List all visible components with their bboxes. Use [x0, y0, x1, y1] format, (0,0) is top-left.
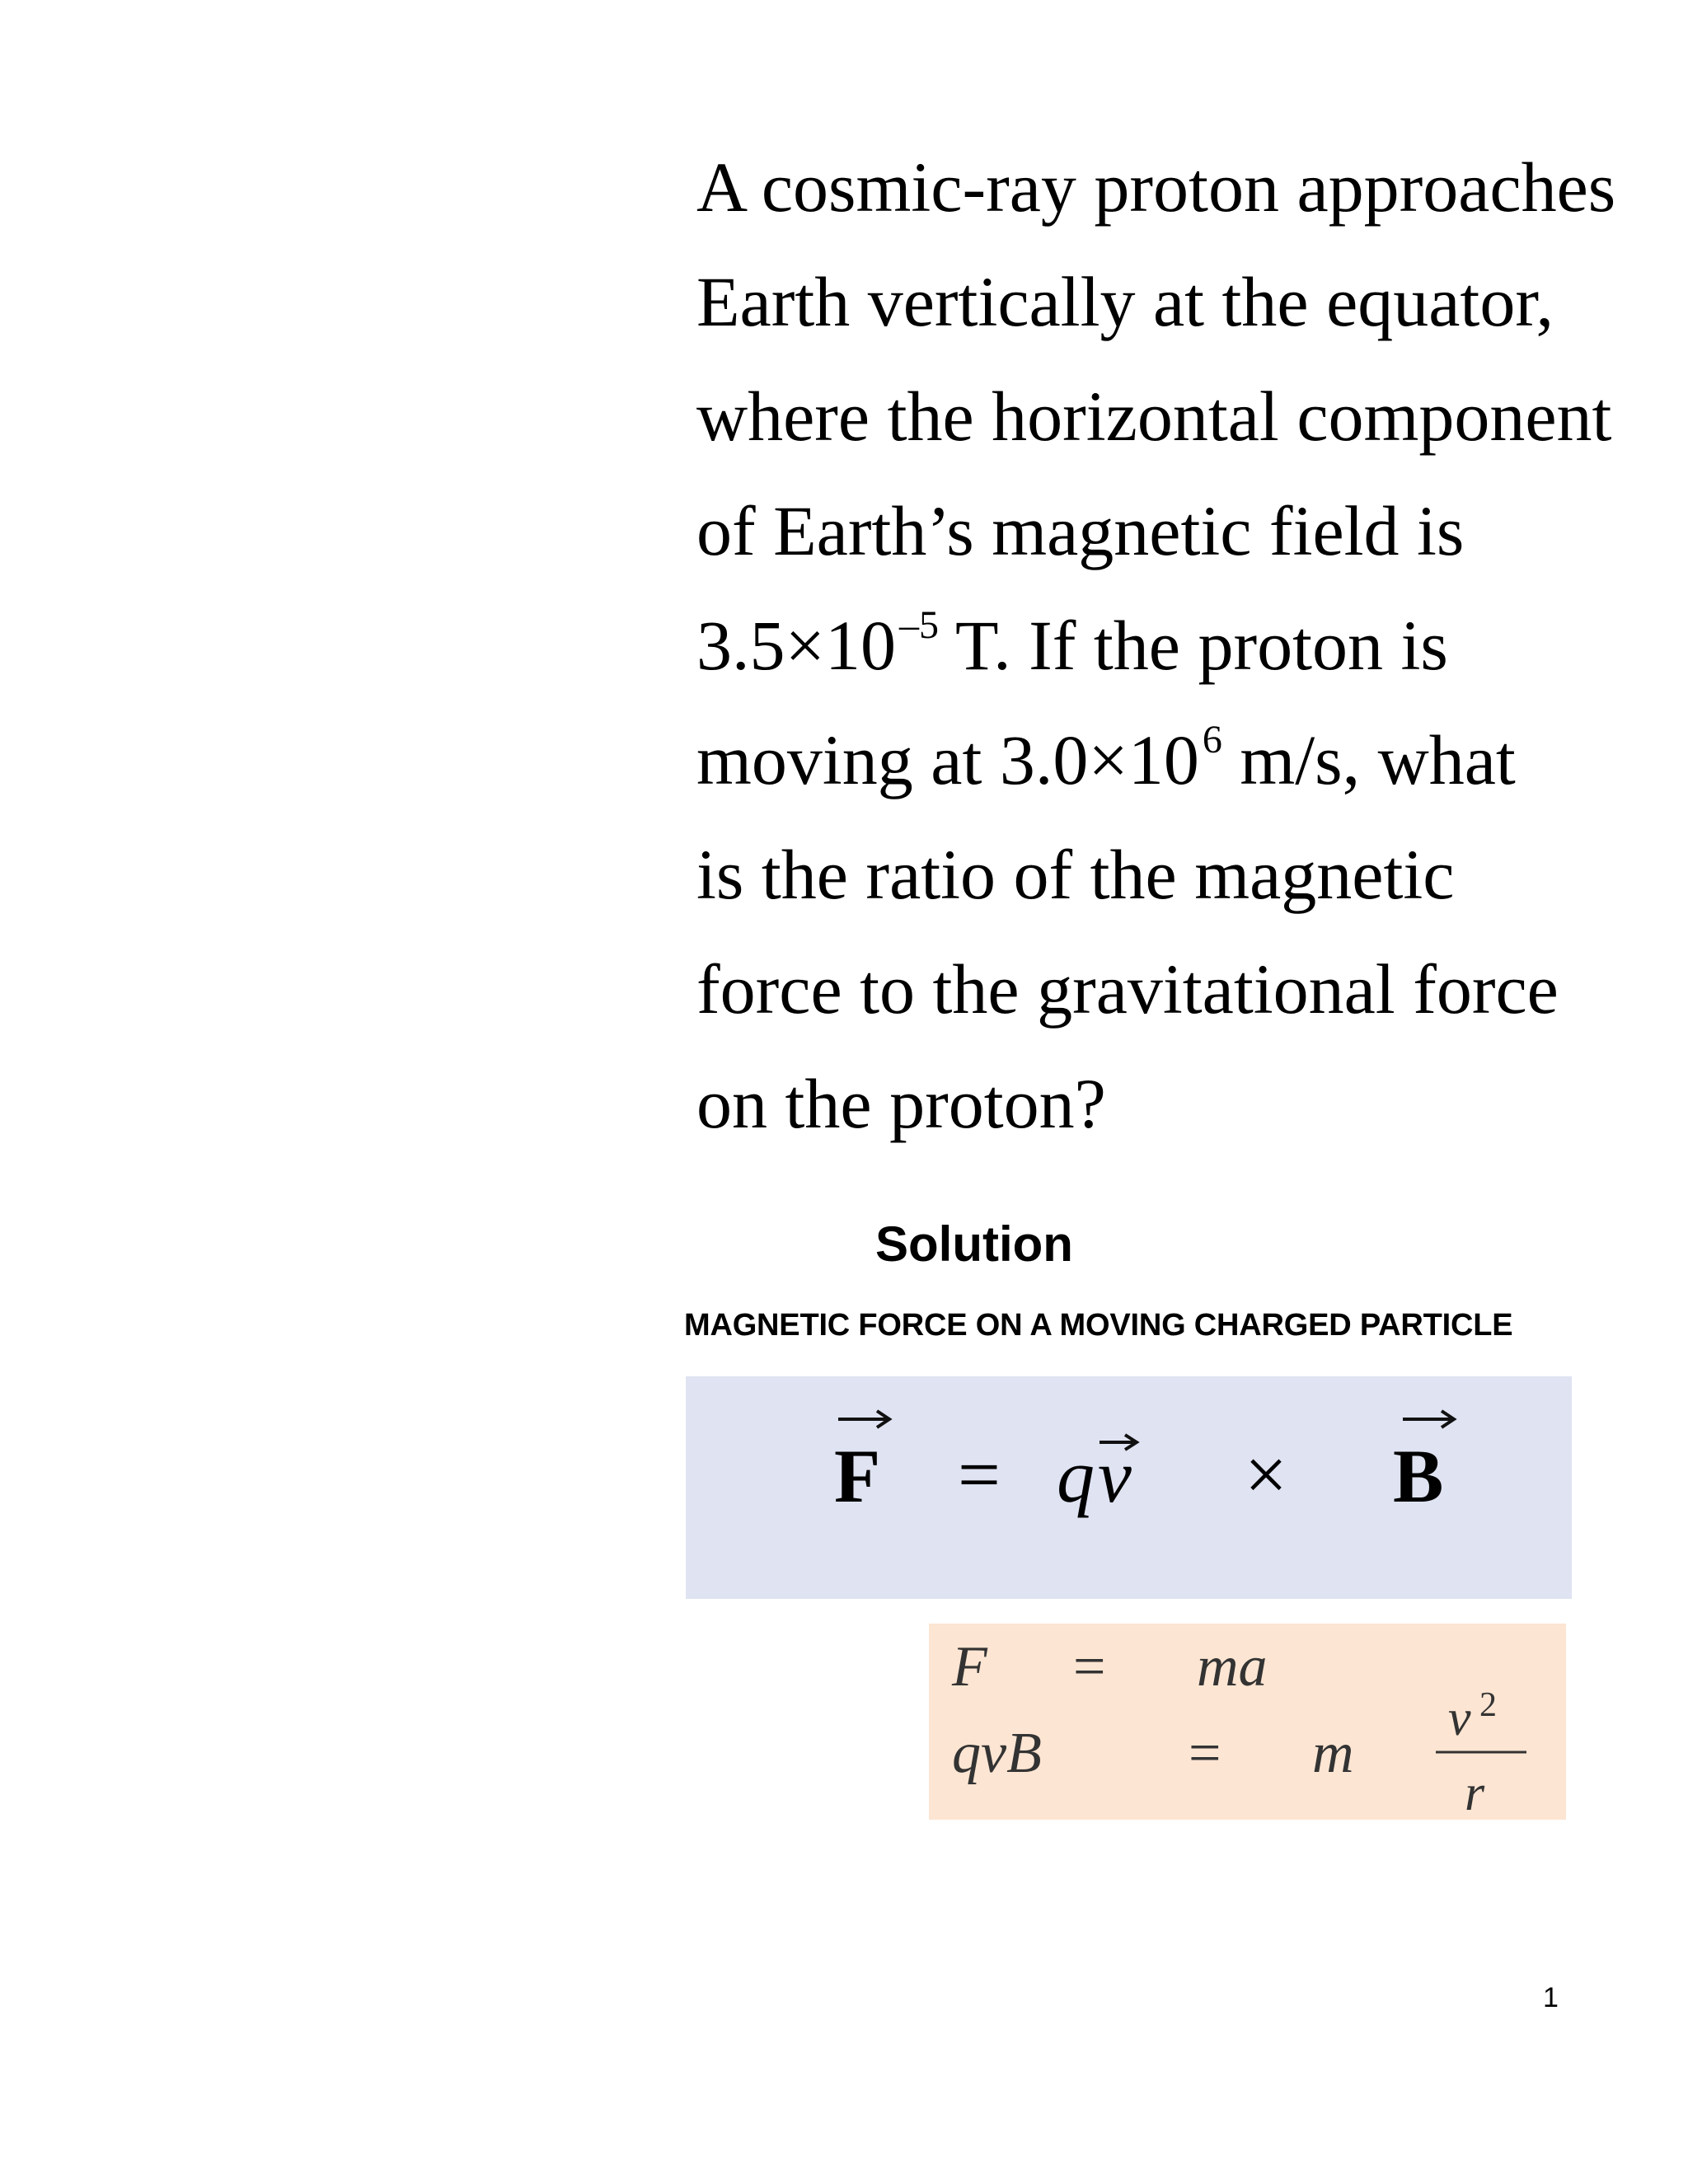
section-title: MAGNETIC FORCE ON A MOVING CHARGED PARTICLE	[684, 1308, 1513, 1343]
solution-heading: Solution	[875, 1216, 1073, 1272]
problem-line-6-pre: moving at	[696, 720, 1000, 799]
fraction-numerator-exponent: 2	[1479, 1686, 1497, 1724]
centripetal-equals-sign: =	[1189, 1722, 1221, 1785]
centripetal-left-side: qvB	[952, 1722, 1042, 1785]
newton-mass-acceleration: ma	[1197, 1635, 1268, 1699]
speed-exponent: 6	[1202, 718, 1222, 762]
lorentz-charge-symbol: q	[1057, 1434, 1095, 1518]
problem-line-3: where the horizontal component	[696, 377, 1612, 456]
fraction-numerator-velocity: v	[1448, 1690, 1471, 1746]
newton-equals-sign: =	[1073, 1635, 1106, 1699]
lorentz-velocity-symbol: v	[1098, 1434, 1132, 1518]
field-strength-exponent: –5	[899, 603, 940, 647]
speed-value	[1000, 720, 1222, 799]
lorentz-equals-sign: =	[958, 1432, 1001, 1516]
problem-line-8: force to the gravitational force	[696, 949, 1559, 1029]
lorentz-force-equation-box	[686, 1376, 1572, 1599]
centripetal-equations	[929, 1624, 1566, 1820]
lorentz-force-symbol: F	[834, 1434, 881, 1518]
centripetal-equations-box	[929, 1624, 1566, 1820]
problem-line-1: A cosmic-ray proton approaches	[696, 148, 1616, 227]
cross-product-sign: ×	[1245, 1432, 1287, 1516]
problem-line-5-rest: T. If the proton is	[939, 606, 1448, 685]
lorentz-field-symbol: B	[1393, 1434, 1444, 1518]
newton-force-symbol: F	[952, 1635, 987, 1699]
problem-line-6	[696, 703, 1677, 818]
field-strength-coefficient: 3.5×10	[696, 606, 897, 685]
problem-line-2: Earth vertically at the equator,	[696, 262, 1554, 341]
problem-line-9: on the proton?	[696, 1064, 1106, 1143]
centripetal-mass-symbol: m	[1312, 1722, 1354, 1785]
field-strength-value	[696, 603, 940, 685]
problem-line-5	[696, 588, 1677, 703]
page-number: 1	[1543, 1982, 1559, 2013]
problem-statement	[696, 130, 1677, 1161]
problem-line-6-rest: m/s, what	[1221, 720, 1516, 799]
speed-coefficient: 3.0×10	[999, 720, 1199, 799]
problem-line-4: of Earth’s magnetic field is	[696, 491, 1465, 570]
problem-line-7: is the ratio of the magnetic	[696, 835, 1455, 914]
lorentz-force-equation	[686, 1376, 1572, 1599]
fraction-denominator-radius: r	[1465, 1765, 1485, 1820]
